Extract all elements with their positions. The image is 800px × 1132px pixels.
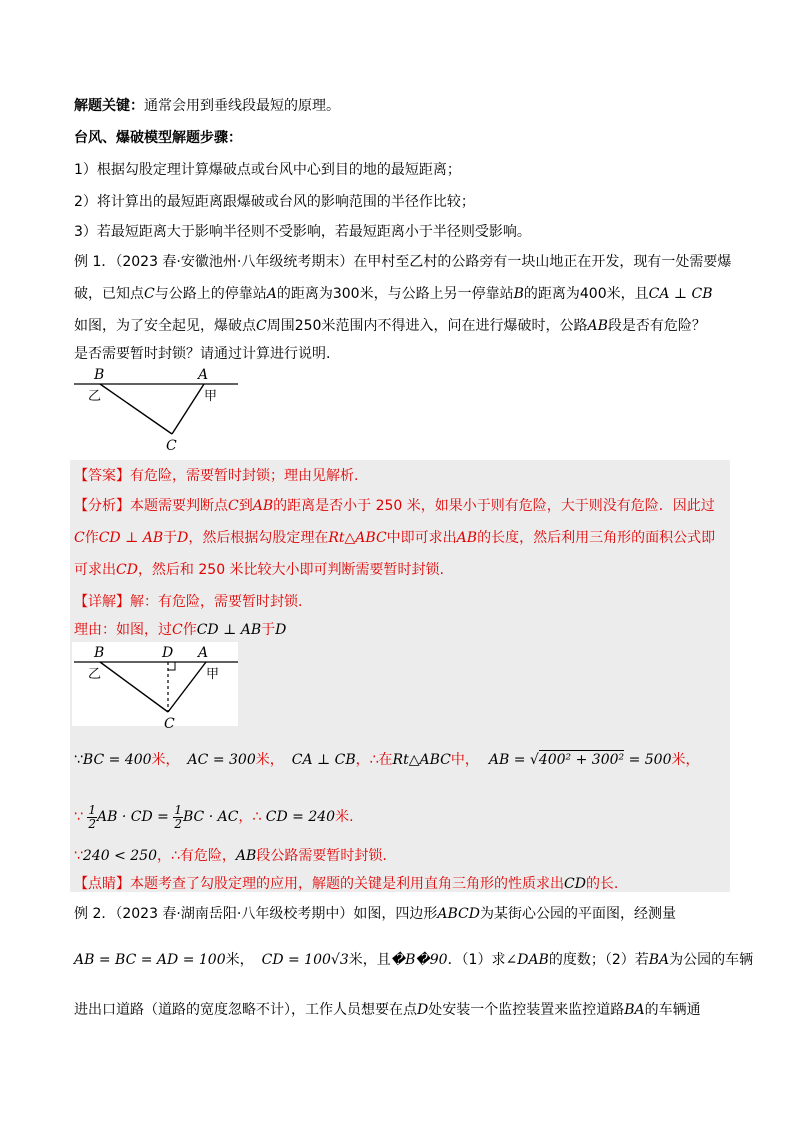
unit-text: 米， [671,752,700,768]
eq-cd: CD = 240 [265,809,336,825]
point-d: D [177,530,189,546]
reason-text: 作 [182,622,197,638]
ex1-text: 如图，为了安全起见，爆破点 [74,318,256,334]
frac-den: 2 [88,816,97,831]
segment-ab: AB [235,848,257,864]
label-c: C [166,438,177,454]
eq-bc: BC = 400 [82,752,152,768]
label-b: B [94,645,105,661]
fraction-half [173,804,183,831]
analysis-text: 中即可求出 [386,530,457,546]
label-a: A [198,367,209,383]
quad-abcd: ABCD [437,906,480,922]
point-d: D [275,622,287,638]
ab-eq-post: = 500 [628,752,672,768]
answer-text: 有危险，需要暂时封锁；理由见解析. [130,468,359,484]
point-b: B [513,286,524,302]
analysis-text: 于 [163,530,178,546]
point-c: C [74,530,85,546]
step-1: 1）根据勾股定理计算爆破点或台风中心到目的地的最短距离； [74,162,461,178]
detail-tag: 【详解】 [74,594,130,610]
reason-text: 理由：如图，过 [74,622,172,638]
point-d: D [417,1002,429,1018]
point-c: C [256,318,267,334]
figure-road-triangle [72,364,242,454]
calc-line-2 [74,802,354,832]
ex1-text: 周围250米范围内不得进入，问在进行爆破时，公路 [266,318,588,334]
model-title: 台风、爆破模型解题步骤： [74,130,242,146]
point-c: C [228,498,239,514]
perp-expr: CA ⊥ CB [291,752,356,768]
frac-num: 1 [174,802,182,817]
ex2-text: 的车辆通 [644,1002,701,1018]
calc-text: 段公路需要暂时封锁. [256,848,387,864]
comment-text: 的长. [585,876,619,892]
key-text: 通常会用到垂线段最短的原理。 [144,98,340,114]
therefore-text: ∴在 [369,752,393,768]
ex2-line-3 [74,1000,701,1020]
figure-road-triangle-height [72,642,242,732]
eq-cd: CD = 100√3 [261,952,349,968]
rt-triangle: Rt△ABC [328,530,387,546]
fraction-half [87,804,97,831]
point-c: C [144,286,155,302]
ex2-line-1 [74,904,676,924]
label-d: D [162,645,174,661]
ex2-text: 的度数；（2）若 [548,952,649,968]
analysis-line-3 [74,560,444,580]
because-sign: ∵ [74,848,83,864]
comma: ， [355,752,370,768]
ex1-text: 段是否有危险？ [607,318,706,334]
analysis-text: 本题需要判断点 [130,498,228,514]
perp-expr: CD ⊥ AB [98,530,164,546]
reason-text: 于 [261,622,276,638]
label-yi: 乙 [88,389,102,404]
ex2-line-2 [74,950,753,970]
perp-expr: CA ⊥ CB [648,286,713,302]
rt-triangle: Rt△ABC [392,752,451,768]
ex1-line-3 [74,316,706,336]
unit-text: 米， [255,752,284,768]
analysis-text: 可求出 [74,562,116,578]
angle-dab: ∠DAB [505,952,549,968]
analysis-text: 的距离是否小于 250 米，如果小于则有危险，大于则没有危险．因此过 [273,498,715,514]
comment-line [74,874,618,894]
ex1-text: 的距离为400米，且 [523,286,649,302]
calc-text: ，∴有危险， [157,848,236,864]
ex1-line-1: 例 1．（2023 春·安徽池州·八年级统考期末）在甲村至乙村的公路旁有一块山地正在开发，现有一处需要爆 [74,254,732,270]
answer-line [74,466,358,486]
analysis-text: 作 [84,530,99,546]
ex2-text: 处安装一个监控装置来监控道路 [428,1002,625,1018]
label-yi: 乙 [88,667,102,682]
detail-line [74,592,302,612]
calc-line-3 [74,846,387,866]
label-jia: 甲 [206,667,220,682]
ex2-text: 例 2．（2023 春·湖南岳阳·八年级校考期中）如图，四边形 [74,906,438,922]
because-sign: ∵ [74,809,83,825]
point-a: A [266,286,277,302]
analysis-text: 到 [238,498,253,514]
detail-text: 解：有危险，需要暂时封锁. [130,594,303,610]
comment-text: 本题考查了勾股定理的应用，解题的关键是利用直角三角形的性质求出 [130,876,564,892]
analysis-line-1 [74,496,715,516]
step-3: 3）若最短距离大于影响半径则不受影响，若最短距离小于半径则受影响。 [74,224,531,240]
analysis-text: ，然后根据勾股定理在 [188,530,329,546]
segment-cd: CD [564,876,586,892]
segment-ab: AB [252,498,274,514]
segment-ba: BA [648,952,670,968]
ex2-text: 进出口道路（道路的宽度忽略不计），工作人员想要在点 [74,1002,417,1018]
ex1-text: 的距离为300米，与公路上另一停靠站 [276,286,514,302]
key-line [74,96,340,116]
label-a: A [198,645,209,661]
ex2-text: ．（1）求 [447,952,506,968]
eq-ac: AC = 300 [187,752,256,768]
analysis-text: ，然后和 250 米比较大小即可判断需要暂时封锁. [137,562,445,578]
point-c: C [172,622,183,638]
reason-line [74,620,286,640]
segment-ab: AB [456,530,478,546]
label-c: C [164,716,175,732]
analysis-text: 的长度，然后利用三角形的面积公式即 [477,530,716,546]
area-left: AB · CD = [97,809,169,825]
step-2: 2）将计算出的最短距离跟爆破或台风的影响范围的半径作比较； [74,194,475,210]
segment-ba: BA [624,1002,645,1018]
ab-eq-pre: AB = [488,752,526,768]
unit-text: 米. [335,809,354,825]
zhong-text: 中， [450,752,479,768]
comment-tag: 【点睛】 [74,876,130,892]
frac-num: 1 [88,802,97,817]
label-b: B [94,367,105,383]
because-sign: ∵ [74,752,83,768]
segment-ab: AB [587,318,608,334]
label-jia: 甲 [204,389,218,404]
analysis-line-2 [74,528,715,548]
ex1-line-4: 是否需要暂时封锁？请通过计算进行说明. [74,346,331,362]
segment-cd: CD [116,562,138,578]
radicand: 400² + 300² [538,752,625,768]
area-right: BC · AC [182,809,239,825]
therefore-text: ，∴ [238,809,262,825]
compare-expr: 240 < 250 [82,848,157,864]
frac-den: 2 [174,816,182,831]
answer-tag: 【答案】 [74,468,130,484]
ex1-text: 与公路上的停靠站 [154,286,267,302]
ex2-text: 为某街心公园的平面图，经测量 [479,906,676,922]
unit-text: 米， [225,952,254,968]
analysis-tag: 【分析】 [74,498,130,514]
ex1-text: 破，已知点 [74,286,144,302]
calc-line-1: ∵BC = 400米， AC = 300米， CA ⊥ CB，∴在Rt△ABC中， AB = √400² + 300² = 500米， [74,752,700,768]
ex2-text: 为公园的车辆 [669,952,754,968]
angle-b-garbled: �B�90 [390,952,448,968]
eq-sides: AB = BC = AD = 100 [74,952,226,968]
ex1-line-2 [74,284,713,304]
ex2-text: 米，且 [348,952,391,968]
key-label: 解题关键： [74,98,144,114]
perp-expr: CD ⊥ AB [196,622,262,638]
unit-text: 米， [151,752,180,768]
